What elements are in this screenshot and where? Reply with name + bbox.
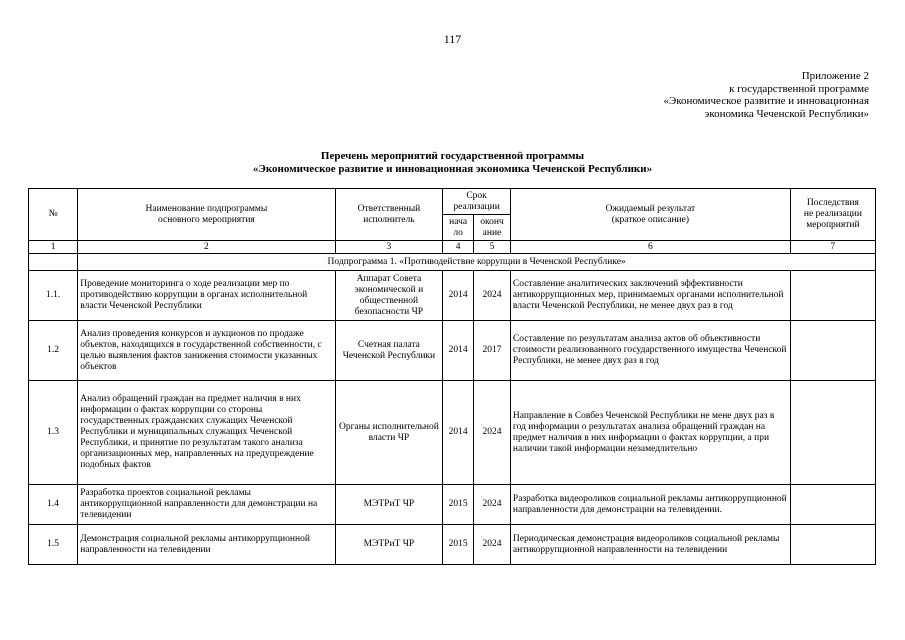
- row-result: Разработка видеороликов социальной рекламы антикоррупционной направленности для демонстрации на телевидении.: [510, 485, 790, 525]
- row-name: Разработка проектов социальной рекламы антикоррупционной направленности для демонстрации на телевидении: [78, 485, 335, 525]
- row-responsible: Аппарат Совета экономической и общественной безопасности ЧР: [335, 271, 443, 321]
- header-consequences-line: мероприятий: [806, 220, 860, 230]
- row-start: 2014: [443, 381, 474, 485]
- column-number-row: [29, 241, 876, 254]
- header-no: №: [29, 189, 78, 241]
- row-consequences: [790, 321, 875, 381]
- header-responsible: [335, 189, 443, 241]
- row-number: 1.1.: [29, 271, 78, 321]
- header-result-line: Ожидаемый результат: [605, 203, 696, 214]
- column-number: 1: [29, 241, 78, 254]
- header-term-line: Срок: [466, 190, 487, 201]
- header-responsible-line: Ответственный: [357, 203, 421, 214]
- row-start: 2015: [443, 485, 474, 525]
- header-result: [510, 189, 790, 241]
- column-number: 3: [335, 241, 443, 254]
- header-term-line: реализации: [453, 201, 500, 212]
- table-row: [29, 381, 876, 485]
- row-consequences: [790, 381, 875, 485]
- header-start: [443, 215, 474, 241]
- appendix-note: [663, 70, 869, 120]
- header-start-line: ло: [453, 227, 463, 238]
- header-end: [474, 215, 511, 241]
- header-consequences-line: Последствия: [806, 198, 859, 208]
- header-responsible-line: исполнитель: [363, 214, 415, 225]
- header-end-line: ание: [482, 227, 502, 238]
- header-name: [78, 189, 335, 241]
- subprogram-row: [29, 254, 876, 271]
- header-name-line: Наименование подпрограммы: [145, 203, 268, 214]
- page-number: 117: [443, 32, 462, 46]
- header-name-line: основного мероприятия: [158, 214, 255, 225]
- row-number: 1.5: [29, 525, 78, 565]
- row-name: Анализ проведения конкурсов и аукционов по продаже объектов, находящихся в государственной собственности, с целью выявления фактов занижения стоимости указанных объектов: [78, 321, 335, 381]
- appendix-line: экономика Чеченской Республики»: [704, 107, 869, 120]
- appendix-line: «Экономическое развитие и инновационная: [663, 95, 869, 107]
- row-consequences: [790, 485, 875, 525]
- row-responsible: МЭТРиТ ЧР: [335, 485, 443, 525]
- row-responsible: МЭТРиТ ЧР: [335, 525, 443, 565]
- row-result: Составление аналитических заключений эффективности антикоррупционных мер, принимаемых органами исполнительной власти Чеченской Республики, не менее двух раз в год: [510, 271, 790, 321]
- subprogram-spacer: [29, 254, 78, 271]
- row-end: 2024: [474, 271, 511, 321]
- row-result: Периодическая демонстрация видеороликов социальной рекламы антикоррупционной направленности на телевидении: [510, 525, 790, 565]
- column-number: 5: [474, 241, 511, 254]
- row-number: 1.4: [29, 485, 78, 525]
- row-result: Составление по результатам анализа актов об объективности стоимости реализованного государственного имущества Чеченской Республики, не менее двух раз в год: [510, 321, 790, 381]
- header-term: [443, 189, 511, 215]
- table-row: [29, 525, 876, 565]
- row-start: 2014: [443, 321, 474, 381]
- measures-table: [28, 188, 876, 565]
- row-start: 2014: [443, 271, 474, 321]
- document-title: [0, 150, 905, 175]
- table-row: [29, 485, 876, 525]
- row-name: Анализ обращений граждан на предмет наличия в них информации о фактах коррупции со стороны государственных гражданских служащих Чеченской Республики и муниципальных служащих Чеченской Республики, и принятие по результатам такого анализа организационных мер, направленных на предупреждение подобных фактов: [78, 381, 335, 485]
- row-number: 1.2: [29, 321, 78, 381]
- header-consequences: [790, 189, 875, 241]
- column-number: 6: [510, 241, 790, 254]
- header-result-line: (краткое описание): [611, 214, 689, 225]
- header-row: [29, 189, 876, 215]
- column-number: 2: [78, 241, 335, 254]
- row-name: Проведение мониторинга о ходе реализации мер по противодействию коррупции в органах исполнительной власти Чеченской Республики: [78, 271, 335, 321]
- row-start: 2015: [443, 525, 474, 565]
- subprogram-title: Подпрограмма 1. «Противодействие коррупции в Чеченской Республике»: [78, 254, 876, 271]
- row-consequences: [790, 525, 875, 565]
- row-responsible: Органы исполнительной власти ЧР: [335, 381, 443, 485]
- column-number: 7: [790, 241, 875, 254]
- row-name: Демонстрация социальной рекламы антикоррупционной направленности на телевидении: [78, 525, 335, 565]
- table-row: [29, 271, 876, 321]
- header-start-line: нача: [449, 216, 468, 227]
- header-consequences-line: не реализации: [803, 209, 862, 219]
- row-end: 2024: [474, 381, 511, 485]
- appendix-line: к государственной программе: [729, 82, 869, 95]
- row-end: 2024: [474, 485, 511, 525]
- row-number: 1.3: [29, 381, 78, 485]
- title-line: Перечень мероприятий государственной программы: [320, 150, 585, 162]
- table-row: [29, 321, 876, 381]
- header-end-line: оконч: [480, 216, 504, 227]
- appendix-line: Приложение 2: [801, 70, 869, 82]
- title-line: «Экономическое развитие и инновационная экономика Чеченской Республики»: [252, 162, 653, 175]
- column-number: 4: [443, 241, 474, 254]
- row-result: Направление в Совбез Чеченской Республики не мене двух раз в год информации о результатах анализа обращений граждан на предмет наличия в них информации о фактах коррупции, а при наличии такой информации незамедлительно: [510, 381, 790, 485]
- row-consequences: [790, 271, 875, 321]
- row-end: 2024: [474, 525, 511, 565]
- row-end: 2017: [474, 321, 511, 381]
- row-responsible: Счетная палата Чеченской Республики: [335, 321, 443, 381]
